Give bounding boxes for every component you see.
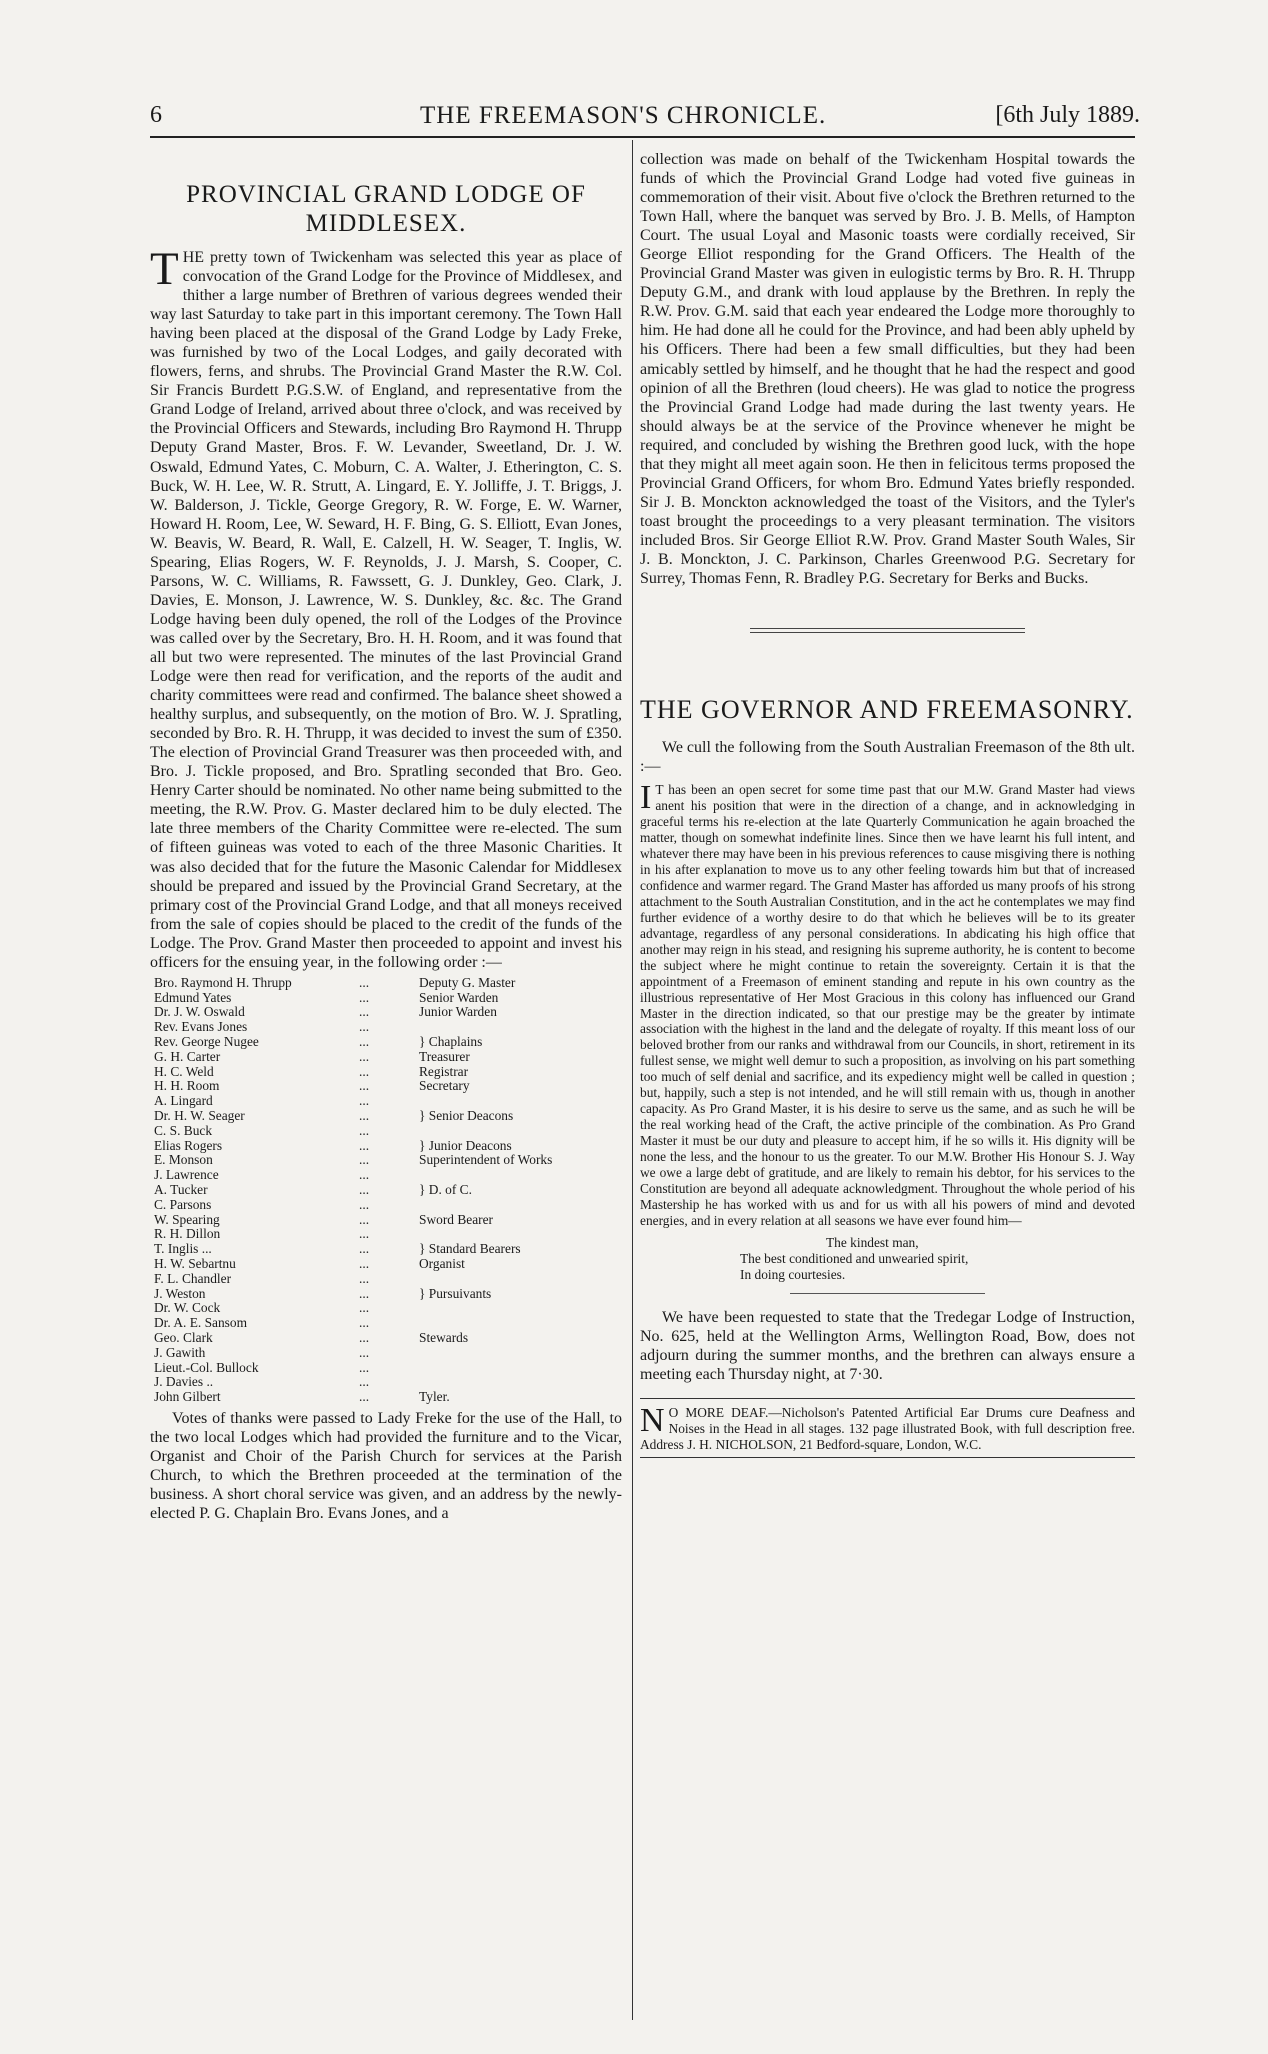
officer-name: Lieut.-Col. Bullock bbox=[154, 1359, 259, 1375]
leader-dots: ... bbox=[359, 1107, 370, 1123]
officer-row bbox=[150, 1287, 622, 1302]
advert-text: N O MORE DEAF.—Nicholson's Patented Artificial Ear Drums cure Deafness and Noises in the Head in all stages. 132 page illustrated Book, with full description free. Address J. H. NICHOLSON, 21 Bedford-square, London, W.C. bbox=[640, 1402, 1135, 1452]
officer-row bbox=[150, 1005, 622, 1020]
officer-office bbox=[419, 1094, 622, 1109]
leader-dots: ... bbox=[359, 1167, 370, 1183]
officer-row bbox=[150, 1346, 622, 1361]
officer-name: C. Parsons bbox=[154, 1196, 212, 1212]
officer-office bbox=[419, 1198, 622, 1213]
verse-line: In doing courtesies. bbox=[740, 1266, 846, 1282]
officer-office: Secretary bbox=[419, 1078, 470, 1094]
officer-name: W. Spearing bbox=[154, 1211, 220, 1227]
officer-office: Organist bbox=[419, 1255, 465, 1271]
leader-dots: ... bbox=[359, 1255, 370, 1271]
officer-name: Elias Rogers bbox=[154, 1137, 223, 1153]
officer-name: T. Inglis ... bbox=[154, 1241, 212, 1257]
right-column bbox=[640, 150, 1135, 1458]
officer-name: E. Monson bbox=[154, 1152, 213, 1168]
officer-office bbox=[419, 1124, 622, 1139]
officer-row bbox=[150, 976, 622, 991]
officer-name: Bro. Raymond H. Thrupp bbox=[154, 974, 292, 990]
header-rule bbox=[150, 136, 1135, 138]
officer-office: } Pursuivants bbox=[419, 1285, 492, 1301]
leader-dots: ... bbox=[359, 989, 370, 1005]
officer-row bbox=[150, 1109, 622, 1124]
leader-dots: ... bbox=[359, 1374, 370, 1390]
notice-tredegar-lodge: We have been requested to state that the Tredegar Lodge of Instruction, No. 625, held at the Wellington Arms, Wellington Road, Bow, does not adjourn during the summer months, and the brethren can always ensure a meeting each Thursday night, at 7·30. bbox=[640, 1308, 1135, 1383]
leader-dots: ... bbox=[359, 974, 370, 990]
officer-row bbox=[150, 1213, 622, 1228]
page-header bbox=[150, 98, 1140, 136]
leader-dots: ... bbox=[359, 1078, 370, 1094]
publication-title: THE FREEMASON'S CHRONICLE. bbox=[420, 102, 827, 129]
officer-row bbox=[150, 1050, 622, 1065]
leader-dots: ... bbox=[359, 1152, 370, 1168]
officer-office bbox=[419, 1316, 622, 1331]
officer-row bbox=[150, 1242, 622, 1257]
leader-dots: ... bbox=[359, 1196, 370, 1212]
officer-office: Sword Bearer bbox=[419, 1211, 493, 1227]
officer-row bbox=[150, 1035, 622, 1050]
officer-name: H. W. Sebartnu bbox=[154, 1255, 236, 1271]
officer-row bbox=[150, 1065, 622, 1080]
officer-row bbox=[150, 1198, 622, 1213]
officer-office: Registrar bbox=[419, 1063, 469, 1079]
officer-row bbox=[150, 1227, 622, 1242]
leader-dots: ... bbox=[359, 1093, 370, 1109]
officer-office bbox=[419, 1375, 622, 1390]
leader-dots: ... bbox=[359, 1270, 370, 1286]
officer-office bbox=[419, 1020, 622, 1035]
leader-dots: ... bbox=[359, 1181, 370, 1197]
leader-dots: ... bbox=[359, 1063, 370, 1079]
officer-name: Dr. J. W. Oswald bbox=[154, 1004, 245, 1020]
officer-office: } D. of C. bbox=[419, 1181, 472, 1197]
officer-office bbox=[419, 1168, 622, 1183]
drop-cap: T bbox=[150, 243, 179, 295]
officer-name: A. Tucker bbox=[154, 1181, 208, 1197]
officer-office: Deputy G. Master bbox=[419, 974, 516, 990]
officer-name: Edmund Yates bbox=[154, 989, 232, 1005]
quoted-verse bbox=[740, 1235, 1135, 1283]
officer-name: Geo. Clark bbox=[154, 1329, 213, 1345]
officer-name: John Gilbert bbox=[154, 1389, 221, 1405]
leader-dots: ... bbox=[359, 1315, 370, 1331]
drop-cap: N bbox=[640, 1402, 665, 1440]
officer-name: H. H. Room bbox=[154, 1078, 220, 1094]
leader-dots: ... bbox=[359, 1344, 370, 1360]
officer-name: J. Davies .. bbox=[154, 1374, 214, 1390]
leader-dots: ... bbox=[359, 1048, 370, 1064]
officer-row bbox=[150, 1316, 622, 1331]
leader-dots: ... bbox=[359, 1329, 370, 1345]
leader-dots: ... bbox=[359, 1211, 370, 1227]
officer-name: J. Weston bbox=[154, 1285, 206, 1301]
officer-office: } Standard Bearers bbox=[419, 1241, 521, 1257]
officer-name: Rev. George Nugee bbox=[154, 1033, 259, 1049]
officer-row bbox=[150, 1331, 622, 1346]
officer-name: R. H. Dillon bbox=[154, 1226, 221, 1242]
officer-office: } Chaplains bbox=[419, 1033, 483, 1049]
officer-office bbox=[419, 1361, 622, 1376]
officer-office: } Junior Deacons bbox=[419, 1137, 512, 1153]
officer-office bbox=[419, 1227, 622, 1242]
officer-row bbox=[150, 991, 622, 1006]
leader-dots: ... bbox=[359, 1300, 370, 1316]
officer-office: Senior Warden bbox=[419, 989, 499, 1005]
officer-row bbox=[150, 1168, 622, 1183]
article-intro: We cull the following from the South Australian Freemason of the 8th ult. :— bbox=[640, 739, 1135, 776]
leader-dots: ... bbox=[359, 1226, 370, 1242]
leader-dots: ... bbox=[359, 1122, 370, 1138]
drop-cap: I bbox=[640, 779, 652, 817]
officer-row bbox=[150, 1020, 622, 1035]
officer-office bbox=[419, 1272, 622, 1287]
officer-row bbox=[150, 1094, 622, 1109]
article-title-governor: THE GOVERNOR AND FREEMASONRY. bbox=[640, 695, 1134, 725]
article-body-governor: I T has been an open secret for some time past that our M.W. Grand Master had views anent his position that were in the direction of a change, and in acknowledging in graceful terms his re-election at the late Quarterly Communication he again broached the matter, though on somewhat indefinite lines. Since then we have learnt his full intent, and whatever there may have been in his previous references to cause misgiving there is nothing in his after explanation to move us to any other feeling towards him but that of increased confidence and warmer regard. The Grand Master has afforded us many proofs of his strong attachment to the South Australian Constitution, and in the act he contemplates we may find further evidence of a worthy desire to do that which he believes will be to its greater advantage, regardless of any personal considerations. In abdicating his high office that another may reign in his stead, and resigning his supreme authority, he is content to become the subject where he might continue to retain the sovereignty. Certain it is that the appointment of a Freemason of eminent standing and repute in his own country as the illustrious representative of Her Most Gracious in this colony has influenced our Grand Master in the direction indicated, so that our prestige may be the greater by intimate association with the highest in the land and the delegate of royalty. If this meant loss of our beloved brother from our ranks and withdrawal from our Councils, in short, retirement in its fullest sense, we might well demur to such a proposition, as involving on his part something too much of self denial and sacrifice, and its expediency might well be called in question ; but, happily, such a step is not intended, and he will still remain with us, though in another capacity. As Pro Grand Master, it is his desire to serve us the same, and as such he will be the real working head of the Craft, the active principle of the combination. As Pro Grand Master it must be our duty and pleasure to accept him, if he so wills it. His dignity will be none the less, and the honour to us the greater. To our M.W. Brother His Honour S. J. Way we owe a large debt of gratitude, and are likely to remain his debtor, for his services to the Constitution are beyond all adequate acknowledgment. Throughout the whole period of his Mastership he has worked with us and for us with all his powers of mind and devoted energies, and in every relation at all seasons we have ever found him— bbox=[640, 779, 1135, 1228]
officer-office bbox=[419, 1301, 622, 1316]
leader-dots: ... bbox=[359, 1033, 370, 1049]
officer-office: Superintendent of Works bbox=[419, 1152, 553, 1168]
issue-date: [6th July 1889. bbox=[995, 102, 1140, 128]
leader-dots: ... bbox=[359, 1004, 370, 1020]
officer-row bbox=[150, 1361, 622, 1376]
officer-row bbox=[150, 1390, 622, 1405]
officer-office: Tyler. bbox=[419, 1389, 450, 1405]
officer-row bbox=[150, 1301, 622, 1316]
officer-name: Dr. H. W. Seager bbox=[154, 1107, 245, 1123]
section-divider bbox=[750, 628, 1025, 633]
officer-row bbox=[150, 1153, 622, 1168]
officer-office: Treasurer bbox=[419, 1048, 470, 1064]
officer-office: } Senior Deacons bbox=[419, 1107, 514, 1123]
officer-name: J. Lawrence bbox=[154, 1167, 219, 1183]
officer-row bbox=[150, 1272, 622, 1287]
officer-row bbox=[150, 1079, 622, 1094]
left-column bbox=[150, 150, 622, 1523]
leader-dots: ... bbox=[359, 1285, 370, 1301]
officer-row bbox=[150, 1183, 622, 1198]
article-body-thanks: Votes of thanks were passed to Lady Freke for the use of the Hall, to the two local Lodges which had provided the furniture and to the Vicar, Organist and Choir of the Parish Church for services at the Parish Church, to which the Brethren proceeded at the termination of the business. A short choral service was given, and an address by the newly-elected P. G. Chaplain Bro. Evans Jones, and a bbox=[150, 1409, 622, 1523]
leader-dots: ... bbox=[359, 1241, 370, 1257]
advertisement bbox=[640, 1398, 1135, 1458]
article-title-middlesex: PROVINCIAL GRAND LODGE OF MIDDLESEX. bbox=[186, 181, 586, 237]
leader-dots: ... bbox=[359, 1019, 370, 1035]
officer-name: J. Gawith bbox=[154, 1344, 206, 1360]
officer-row bbox=[150, 1375, 622, 1390]
officer-row bbox=[150, 1139, 622, 1154]
officer-name: H. C. Weld bbox=[154, 1063, 214, 1079]
officer-name: Rev. Evans Jones bbox=[154, 1019, 248, 1035]
article-body-continued: collection was made on behalf of the Twickenham Hospital towards the funds of which the Provincial Grand Lodge had voted five guineas in commemoration of their visit. About five o'clock the Brethren returned to the Town Hall, where the banquet was served by Bro. J. B. Mells, of Hampton Court. The usual Loyal and Masonic toasts were cordially received, Sir George Elliot responding for the Grand Officers. The Health of the Provincial Grand Master was given in eulogistic terms by Bro. R. H. Thrupp Deputy G.M., and drank with loud applause by the Brethren. In reply the R.W. Prov. G.M. said that each year endeared the Lodge more thoroughly to him. He had done all he could for the Province, and had been ably upheld by his Officers. There had been a few small difficulties, but they had been amicably settled by himself, and he thought that he had the respect and good opinion of all the Brethren (loud cheers). He was glad to notice the progress the Provincial Grand Lodge had made during the last twenty years. He should always be at the service of the Province whenever he might be required, and concluded by wishing the Brethren good luck, with the hope that they might all meet again soon. He then in felicitous terms proposed the Provincial Grand Officers, for whom Bro. Edmund Yates briefly responded. Sir J. B. Monckton acknowledged the toast of the Visitors, and the Tyler's toast brought the proceedings to a very pleasant termination. The visitors included Bros. Sir George Elliot R.W. Prov. Grand Master South Wales, Sir J. B. Monckton, J. C. Parkinson, Charles Greenwood P.G. Secretary for Surrey, Thomas Fenn, R. Bradley P.G. Secretary for Berks and Bucks. bbox=[640, 151, 1135, 588]
officer-office bbox=[419, 1346, 622, 1361]
officer-name: F. L. Chandler bbox=[154, 1270, 232, 1286]
verse-line: The best conditioned and unwearied spirit, bbox=[740, 1250, 969, 1266]
leader-dots: ... bbox=[359, 1137, 370, 1153]
column-rule bbox=[632, 140, 633, 2020]
officer-row bbox=[150, 1124, 622, 1139]
officer-name: Dr. A. E. Sansom bbox=[154, 1315, 247, 1331]
article-body-middlesex: THE pretty town of Twickenham was selected this year as place of convocation of the Grand Lodge for the Province of Middlesex, and thither a large number of Brethren of various degrees wended their way last Saturday to take part in this important ceremony. The Town Hall having been placed at the disposal of the Grand Lodge by Lady Freke, was furnished by two of the Local Lodges, and gaily decorated with flowers, ferns, and shrubs. The Provincial Grand Master the R.W. Col. Sir Francis Burdett P.G.S.W. of England, and representative from the Grand Lodge of Ireland, arrived about three o'clock, and was received by the Provincial Officers and Stewards, including Bro Raymond H. Thrupp Deputy Grand Master, Bros. F. W. Levander, Sweetland, Dr. J. W. Oswald, Edmund Yates, C. Moburn, C. A. Walter, J. Etherington, C. S. Buck, W. H. Lee, W. R. Strutt, A. Lingard, E. Y. Jolliffe, J. T. Briggs, J. W. Balderson, J. Tickle, George Gregory, R. W. Forge, E. W. Warner, Howard H. Room, Lee, W. Seward, H. F. Bing, G. S. Elliott, Evan Jones, W. Beavis, W. Beard, R. Wall, E. Calzell, H. W. Seager, T. Inglis, W. Spearing, Elias Rogers, W. F. Reynolds, J. J. Marsh, S. Cooper, C. Parsons, W. C. Williams, R. Fawssett, G. J. Dunkley, Geo. Clark, J. Davies, E. Monson, J. Lawrence, W. S. Dunkley, &c. &c. The Grand Lodge having been duly opened, the roll of the Lodges of the Province was called over by the Secretary, Bro. H. H. Room, and it was found that all but two were represented. The minutes of the last Provincial Grand Lodge were then read for verification, and the reports of the audit and charity committees were read and confirmed. The balance sheet showed a healthy surplus, and subsequently, on the motion of Bro. W. J. Spratling, seconded by Bro. R. H. Thrupp, it was decided to invest the sum of £350. The election of Provincial Grand Treasurer was then proceeded with, and Bro. J. Tickle proposed, and Bro. Spratling seconded that Bro. Geo. Henry Carter should be nominated. No other name being submitted to the meeting, the R.W. Prov. G. Master declared him to be duly elected. The late three members of the Charity Committee were re-elected. The sum of fifteen guineas was voted to each of the three Masonic Charities. It was also decided that for the future the Masonic Calendar for Middlesex should be prepared and issued by the Provincial Grand Secretary, at the primary cost of the Provincial Grand Lodge, and that all moneys received from the sale of copies should be placed to the credit of the funds of the Lodge. The Prov. Grand Master then proceeded to appoint and invest his officers for the ensuing year, in the following order :— bbox=[150, 243, 622, 971]
officer-row bbox=[150, 1257, 622, 1272]
officer-office: Stewards bbox=[419, 1329, 469, 1345]
officer-name: Dr. W. Cock bbox=[154, 1300, 221, 1316]
short-divider bbox=[790, 1293, 985, 1294]
officers-list bbox=[150, 976, 622, 1405]
leader-dots: ... bbox=[359, 1359, 370, 1375]
leader-dots: ... bbox=[359, 1389, 370, 1405]
page-number: 6 bbox=[150, 102, 162, 128]
officer-office: Junior Warden bbox=[419, 1004, 497, 1020]
officer-name: A. Lingard bbox=[154, 1093, 213, 1109]
officer-name: C. S. Buck bbox=[154, 1122, 213, 1138]
verse-line: The kindest man, bbox=[826, 1234, 919, 1250]
officer-name: G. H. Carter bbox=[154, 1048, 221, 1064]
